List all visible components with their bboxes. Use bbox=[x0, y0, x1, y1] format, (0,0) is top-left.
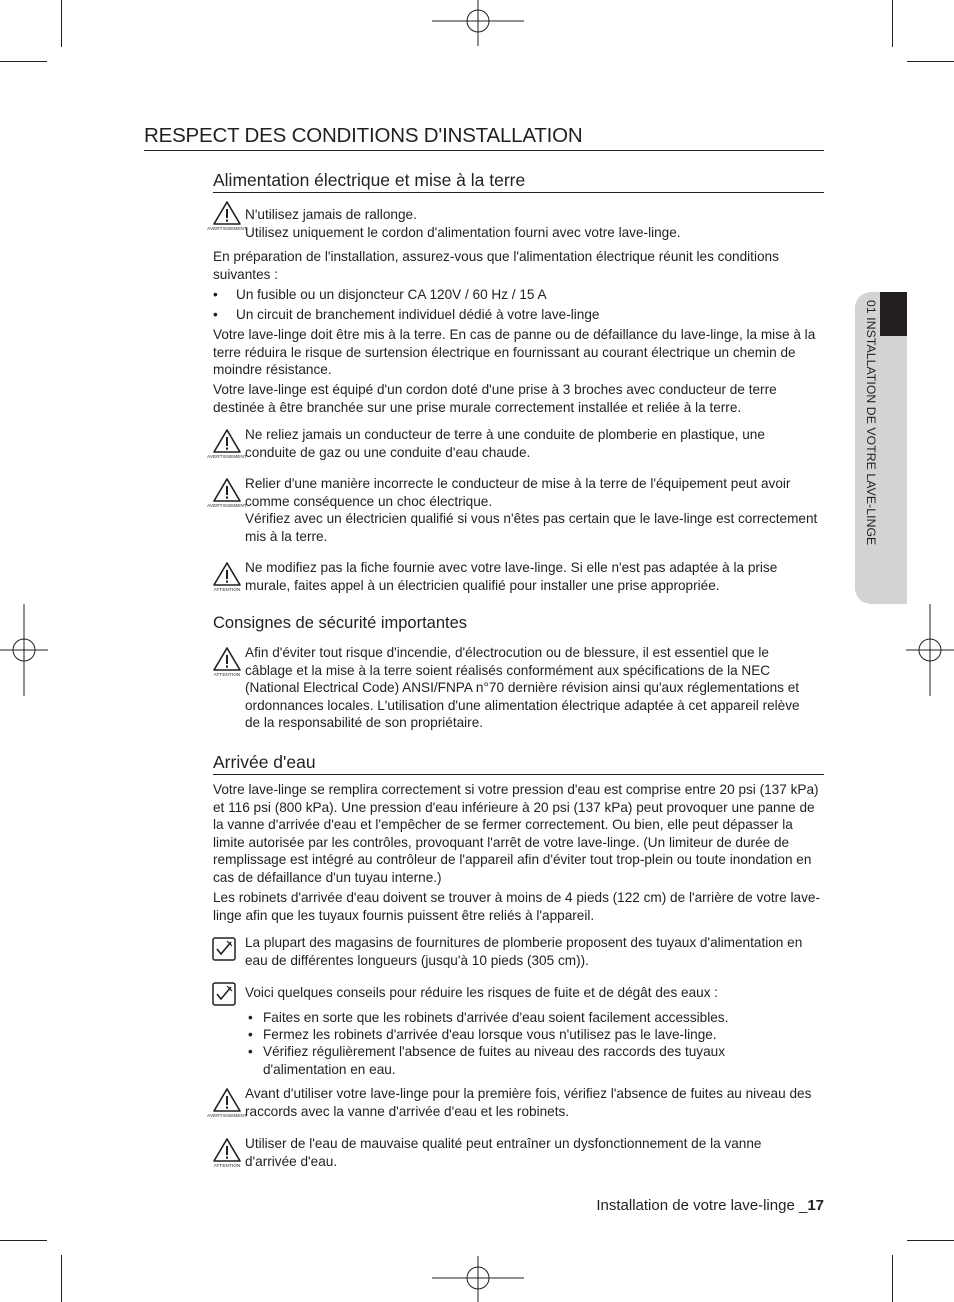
list-item-text: Faites en sorte que les robinets d'arrivée d'eau soient facilement accessibles. bbox=[263, 1010, 729, 1025]
caution-text: Ne modifiez pas la fiche fournie avec votre lave-linge. Si elle n'est pas adaptée à la prise murale, faites appel à un électricien qualifié pour installer une prise appropriée. bbox=[245, 560, 778, 593]
note-pencil-icon bbox=[212, 937, 236, 961]
note-text: La plupart des magasins de fournitures de plomberie proposent des tuyaux d'alimentation en eau de différentes longueurs (jusqu'à 10 pieds (305 cm)). bbox=[245, 935, 803, 968]
warning-label: AVERTISSEMENT bbox=[207, 454, 247, 459]
crop-mark bbox=[907, 1240, 954, 1241]
page-title: RESPECT DES CONDITIONS D'INSTALLATION bbox=[144, 124, 824, 151]
warning-triangle-icon bbox=[212, 200, 242, 226]
crop-mark bbox=[61, 1255, 62, 1302]
crop-mark bbox=[0, 1240, 47, 1241]
footer-label: Installation de votre lave-linge _ bbox=[596, 1197, 808, 1214]
caution-text: Afin d'éviter tout risque d'incendie, d'électrocution ou de blessure, il est essentiel que le câblage et la mise à la terre soient réalisés conformément aux spécifications de la NEC (National Electrical Code) ANSI/FNPA n°70 dernière révision ainsi qu'aux réglementations et ordonnances locales. L'utilisation d'une alimentation électrique adaptée à cet appareil relève de la responsabilité de son propriétaire. bbox=[245, 645, 800, 731]
bullet-dot: • bbox=[213, 287, 218, 302]
warning-line: N'utilisez jamais de rallonge. bbox=[245, 207, 417, 222]
list-item-text: Vérifiez régulièrement l'absence de fuites au niveau des raccords des tuyaux d'alimentation en eau. bbox=[263, 1044, 726, 1077]
caution-label: ATTENTION bbox=[213, 587, 241, 592]
bullet-dot: • bbox=[248, 1044, 253, 1059]
section-heading-water: Arrivée d'eau bbox=[213, 751, 824, 775]
registration-mark-icon bbox=[432, 0, 524, 46]
warning-symbol bbox=[207, 428, 247, 460]
caution-triangle-icon bbox=[212, 1137, 242, 1163]
list-item-text: Un fusible ou un disjoncteur CA 120V / 60 Hz / 15 A bbox=[236, 287, 547, 302]
warning-triangle-icon bbox=[212, 1087, 242, 1113]
registration-mark-icon bbox=[906, 604, 954, 696]
warning-text: Avant d'utiliser votre lave-linge pour la première fois, vérifiez l'absence de fuites au niveau des raccords avec la vanne d'arrivée d'eau et les robinets. bbox=[245, 1086, 812, 1119]
caution-label: ATTENTION bbox=[213, 672, 241, 677]
crop-mark bbox=[61, 0, 62, 47]
body-paragraph: Votre lave-linge est équipé d'un cordon doté d'une prise à 3 broches avec conducteur de terre destinée à être branchée sur une prise murale correctement installée et reliée à la terre. bbox=[213, 382, 777, 415]
section-heading-power: Alimentation électrique et mise à la terre bbox=[213, 169, 824, 193]
page-number: 17 bbox=[807, 1197, 824, 1214]
caution-text: Utiliser de l'eau de mauvaise qualité peut entraîner un dysfonctionnement de la vanne d'arrivée d'eau. bbox=[245, 1136, 762, 1169]
section-heading-safety: Consignes de sécurité importantes bbox=[213, 614, 468, 632]
list-item-text: Fermez les robinets d'arrivée d'eau lorsque vous n'utilisez pas le lave-linge. bbox=[263, 1027, 717, 1042]
note-pencil-icon bbox=[212, 982, 236, 1006]
body-paragraph: Les robinets d'arrivée d'eau doivent se trouver à moins de 4 pieds (122 cm) de l'arrière de votre lave-linge afin que les tuyaux fournis puissent être reliés à l'appareil. bbox=[213, 890, 820, 923]
bullet-dot: • bbox=[248, 1027, 253, 1042]
warning-symbol bbox=[207, 200, 247, 232]
list-item-text: Un circuit de branchement individuel dédié à votre lave-linge bbox=[236, 307, 600, 322]
warning-label: AVERTISSEMENT bbox=[207, 226, 247, 231]
crop-mark bbox=[892, 1255, 893, 1302]
warning-triangle-icon bbox=[212, 477, 242, 503]
caution-symbol bbox=[207, 561, 247, 593]
note-text: Voici quelques conseils pour réduire les risques de fuite et de dégât des eaux : bbox=[245, 985, 719, 1000]
caution-triangle-icon bbox=[212, 646, 242, 672]
warning-label: AVERTISSEMENT bbox=[207, 1113, 247, 1118]
bullet-dot: • bbox=[213, 307, 218, 322]
bullet-dot: • bbox=[248, 1010, 253, 1025]
page-footer bbox=[596, 1197, 824, 1214]
caution-label: ATTENTION bbox=[213, 1163, 241, 1168]
body-paragraph: Votre lave-linge se remplira correctement si votre pression d'eau est comprise entre 20 psi (137 kPa) et 116 psi (800 kPa). Une pression d'eau inférieure à 20 psi (137 kPa) peut provoquer une panne de la vanne d'arrivée d'eau et l'empêcher de se fermer correctement. Ou bien, elle peut dépasser la limite autorisée par les contrôles, provoquant l'arrêt de votre lave-linge. (Un limiteur de durée de remplissage est intégré au contrôleur de l'appareil afin d'éviter tout trop-plein ou toute inondation en cas de défaillance d'un tuyau interne.) bbox=[213, 782, 819, 885]
crop-mark bbox=[0, 61, 47, 62]
registration-mark-icon bbox=[432, 1256, 524, 1302]
warning-text bbox=[245, 206, 825, 241]
warning-triangle-icon bbox=[212, 428, 242, 454]
warning-symbol bbox=[207, 1087, 247, 1119]
caution-symbol bbox=[207, 646, 247, 678]
warning-symbol bbox=[207, 477, 247, 509]
crop-mark bbox=[892, 0, 893, 47]
warning-line: Vérifiez avec un électricien qualifié si vous n'êtes pas certain que le lave-linge est correctement mis à la terre. bbox=[245, 511, 818, 544]
body-paragraph: Votre lave-linge doit être mis à la terre. En cas de panne ou de défaillance du lave-linge, la mise à la terre réduira le risque de surtension électrique en fournissant au courant électrique un chemin de moindre résistance. bbox=[213, 327, 816, 378]
warning-text: Ne reliez jamais un conducteur de terre à une conduite de plomberie en plastique, une conduite de gaz ou une conduite d'eau chaude. bbox=[245, 427, 765, 460]
caution-symbol bbox=[207, 1137, 247, 1169]
chapter-side-tab-label: 01 INSTALLATION DE VOTRE LAVE-LINGE bbox=[864, 300, 878, 546]
warning-label: AVERTISSEMENT bbox=[207, 503, 247, 508]
caution-triangle-icon bbox=[212, 561, 242, 587]
intro-paragraph: En préparation de l'installation, assurez-vous que l'alimentation électrique réunit les conditions suivantes : bbox=[213, 249, 779, 282]
warning-text bbox=[245, 475, 825, 545]
warning-line: Utilisez uniquement le cordon d'alimentation fourni avec votre lave-linge. bbox=[245, 224, 681, 240]
registration-mark-icon bbox=[0, 604, 48, 696]
warning-line: Relier d'une manière incorrecte le conducteur de mise à la terre de l'équipement peut avoir comme conséquence un choc électrique. bbox=[245, 476, 791, 509]
chapter-side-tab-marker bbox=[880, 292, 907, 336]
crop-mark bbox=[907, 61, 954, 62]
